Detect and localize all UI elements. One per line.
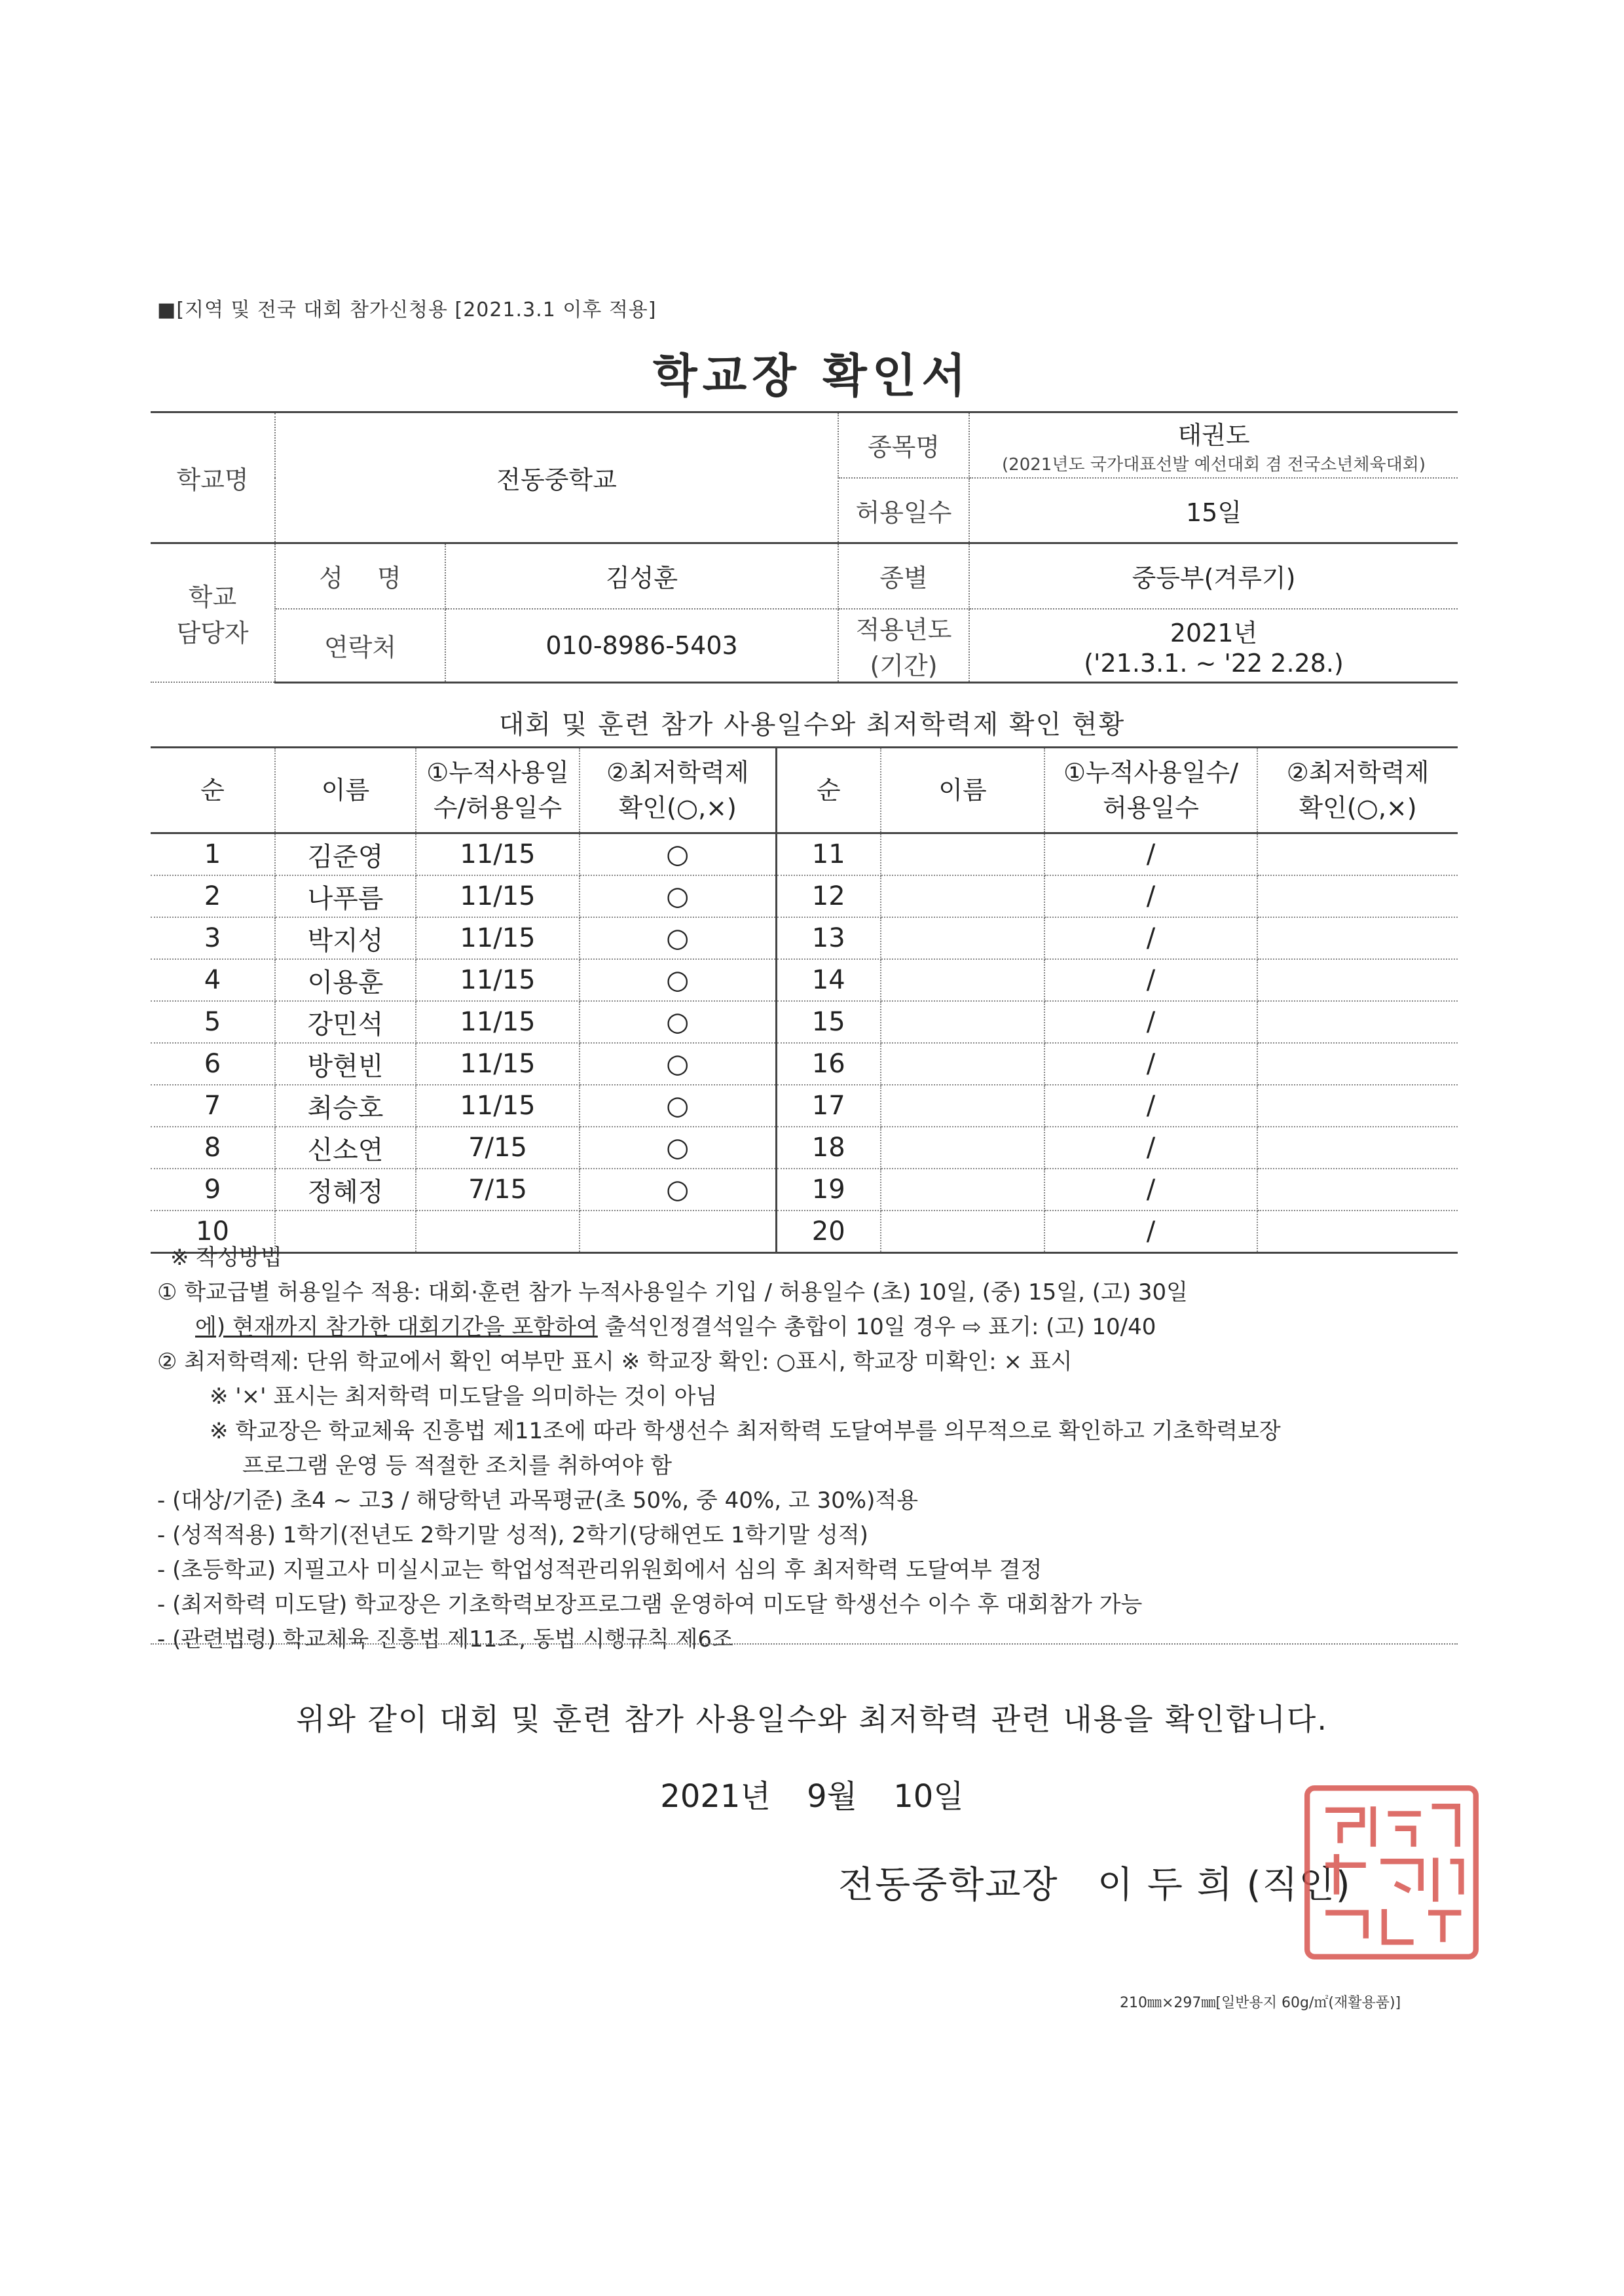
row-days2: / — [1044, 1043, 1257, 1085]
table-row — [151, 1085, 1458, 1127]
info-table — [151, 411, 1458, 683]
table-row — [151, 1127, 1458, 1169]
row-no: 3 — [151, 917, 275, 959]
row-days: 11/15 — [416, 917, 580, 959]
header-days-a: ①누적사용일 — [426, 758, 569, 787]
allowed-value: 15일 — [969, 478, 1458, 543]
row-check2 — [1257, 1169, 1458, 1211]
header-no2: 순 — [776, 748, 881, 833]
row-check: ○ — [580, 917, 776, 959]
row-name2 — [881, 833, 1044, 876]
school-label: 학교명 — [151, 412, 275, 543]
header-days — [416, 748, 580, 833]
row-days: 7/15 — [416, 1169, 580, 1211]
row-no: 6 — [151, 1043, 275, 1085]
row-name: 박지성 — [275, 917, 416, 959]
row-check: ○ — [580, 1001, 776, 1043]
staff-label — [151, 543, 275, 683]
row-name2 — [881, 917, 1044, 959]
row-no2: 17 — [776, 1085, 881, 1127]
row-days: 11/15 — [416, 1001, 580, 1043]
row-name: 신소연 — [275, 1127, 416, 1169]
allowed-label: 허용일수 — [838, 478, 969, 543]
year-value-1: 2021년 — [1170, 619, 1258, 647]
note-1: ① 학교급별 허용일수 적용: 대회·훈련 참가 누적사용일수 기입 / 허용일수 (초) 10일, (중) 15일, (고) 30일 — [157, 1279, 1188, 1305]
row-name2 — [881, 1169, 1044, 1211]
row-no2: 15 — [776, 1001, 881, 1043]
event-label: 종목명 — [838, 412, 969, 478]
row-no: 7 — [151, 1085, 275, 1127]
row-days2: / — [1044, 1085, 1257, 1127]
contact-label: 연락처 — [275, 609, 445, 683]
table-row — [151, 1169, 1458, 1211]
row-check2 — [1257, 1127, 1458, 1169]
row-check: ○ — [580, 1169, 776, 1211]
row-name2 — [881, 1043, 1044, 1085]
row-days: 7/15 — [416, 1127, 580, 1169]
row-name2 — [881, 875, 1044, 917]
row-no2: 11 — [776, 833, 881, 876]
row-days2: / — [1044, 959, 1257, 1001]
row-days2: / — [1044, 875, 1257, 917]
header-no: 순 — [151, 748, 275, 833]
year-label-1: 적용년도 — [855, 615, 952, 644]
header-days-b: 수/허용일수 — [433, 793, 563, 822]
note-d2: - (성적적용) 1학기(전년도 2학기말 성적), 2학기(당해연도 1학기말 성적) — [157, 1522, 868, 1548]
row-no: 8 — [151, 1127, 275, 1169]
row-name2 — [881, 1127, 1044, 1169]
note-4b: 프로그램 운영 등 적절한 조치를 취하여야 함 — [242, 1453, 673, 1479]
table-row — [151, 1043, 1458, 1085]
year-label — [838, 609, 969, 683]
table-row — [151, 959, 1458, 1001]
row-days2: / — [1044, 1001, 1257, 1043]
table-row — [151, 917, 1458, 959]
row-name: 정혜정 — [275, 1169, 416, 1211]
row-days: 11/15 — [416, 833, 580, 876]
row-no: 5 — [151, 1001, 275, 1043]
event-sub: (2021년도 국가대표선발 예선대회 겸 전국소년체육대회) — [1002, 454, 1426, 475]
row-check2 — [1257, 833, 1458, 876]
row-no: 10 — [151, 1211, 275, 1253]
name-label: 성 명 — [275, 543, 445, 609]
row-days2: / — [1044, 917, 1257, 959]
note-4: ※ 학교장은 학교체육 진흥법 제11조에 따라 학생선수 최저학력 도달여부를 의무적으로 확인하고 기초학력보장 — [210, 1418, 1281, 1444]
row-no2: 14 — [776, 959, 881, 1001]
row-no: 2 — [151, 875, 275, 917]
row-name: 이용훈 — [275, 959, 416, 1001]
note-2: ② 최저학력제: 단위 학교에서 확인 여부만 표시 ※ 학교장 확인: ○표시, 학교장 미확인: × 표시 — [157, 1349, 1073, 1375]
row-no2: 12 — [776, 875, 881, 917]
year-value — [969, 609, 1458, 683]
note-1b — [157, 1310, 1467, 1345]
row-check2 — [1257, 1085, 1458, 1127]
header-days2 — [1044, 748, 1257, 833]
section-title: 대회 및 훈련 참가 사용일수와 최저학력제 확인 현황 — [498, 710, 1126, 740]
row-no: 1 — [151, 833, 275, 876]
row-check: ○ — [580, 959, 776, 1001]
header-check2-a: ②최저학력제 — [1286, 758, 1430, 787]
header-name: 이름 — [275, 748, 416, 833]
table-row — [151, 833, 1458, 876]
school-seal-icon — [1300, 1781, 1483, 1964]
category-label: 종별 — [838, 543, 969, 609]
row-name: 방현빈 — [275, 1043, 416, 1085]
row-days2: / — [1044, 1169, 1257, 1211]
sign-date: 2021년 9월 10일 — [660, 1778, 964, 1815]
note-3: ※ '×' 표시는 최저학력 미도달을 의미하는 것이 아님 — [210, 1383, 718, 1410]
row-no2: 20 — [776, 1211, 881, 1253]
row-name2 — [881, 1001, 1044, 1043]
year-value-2: ('21.3.1. ~ '22 2.28.) — [1084, 649, 1344, 678]
paper-spec: 210㎜×297㎜[일반용지 60g/㎡(재활용품)] — [1120, 1995, 1401, 2011]
note-1b-underlined: 에) 현재까지 참가한 대회기간을 포함하여 — [195, 1314, 598, 1340]
row-name2 — [881, 959, 1044, 1001]
row-no: 4 — [151, 959, 275, 1001]
row-days: 11/15 — [416, 1043, 580, 1085]
divider — [151, 1643, 1458, 1645]
row-no2: 18 — [776, 1127, 881, 1169]
event-value: 태권도 — [1177, 420, 1250, 450]
table-row — [151, 875, 1458, 917]
notes-heading: ※ 작성방법 — [170, 1245, 282, 1271]
school-value: 전동중학교 — [275, 412, 838, 543]
row-check: ○ — [580, 833, 776, 876]
row-no2: 13 — [776, 917, 881, 959]
table-row — [151, 1001, 1458, 1043]
note-d4: - (최저학력 미도달) 학교장은 기초학력보장프로그램 운영하여 미도달 학생선수 이수 후 대회참가 가능 — [157, 1592, 1143, 1618]
confirm-statement: 위와 같이 대회 및 훈련 참가 사용일수와 최저학력 관련 내용을 확인합니다. — [296, 1702, 1328, 1737]
contact-value: 010-8986-5403 — [445, 609, 838, 683]
row-check2 — [1257, 1043, 1458, 1085]
staff-label-2: 담당자 — [176, 619, 249, 647]
notes-section — [157, 1241, 1467, 1657]
row-name: 김준영 — [275, 833, 416, 876]
signer-name: 전동중학교장 이 두 희 (직인) — [838, 1864, 1352, 1906]
header-check-a: ②최저학력제 — [606, 758, 749, 787]
header-days2-a: ①누적사용일수/ — [1063, 758, 1239, 787]
row-no: 9 — [151, 1169, 275, 1211]
row-name2 — [881, 1085, 1044, 1127]
row-days2: / — [1044, 1127, 1257, 1169]
row-check: ○ — [580, 1127, 776, 1169]
year-label-2: (기간) — [870, 651, 938, 680]
note-d3: - (초등학교) 지필고사 미실시교는 학업성적관리위원회에서 심의 후 최저학력 도달여부 결정 — [157, 1557, 1043, 1583]
row-no2: 16 — [776, 1043, 881, 1085]
note-d1: - (대상/기준) 초4 ~ 고3 / 해당학년 과목평균(초 50%, 중 40%, 고 30%)적용 — [157, 1487, 919, 1514]
roster-header-row — [151, 748, 1458, 833]
event-cell — [969, 412, 1458, 478]
row-days2: / — [1044, 833, 1257, 876]
staff-label-1: 학교 — [188, 583, 237, 611]
row-check: ○ — [580, 1043, 776, 1085]
row-days: 11/15 — [416, 875, 580, 917]
row-check2 — [1257, 959, 1458, 1001]
row-no2: 19 — [776, 1169, 881, 1211]
row-name: 최승호 — [275, 1085, 416, 1127]
note-d5: - (관련법령) 학교체육 진흥법 제11조, 동법 시행규칙 제6조 — [157, 1626, 733, 1652]
header-days2-b: 허용일수 — [1103, 793, 1199, 822]
category-value: 중등부(겨루기) — [969, 543, 1458, 609]
row-name: 나푸름 — [275, 875, 416, 917]
row-check2 — [1257, 1001, 1458, 1043]
row-days: 11/15 — [416, 1085, 580, 1127]
header-check — [580, 748, 776, 833]
header-check2-b: 확인(○,×) — [1299, 793, 1417, 822]
row-check2 — [1257, 917, 1458, 959]
form-tag: ■[지역 및 전국 대회 참가신청용 [2021.3.1 이후 적용] — [157, 299, 657, 321]
header-check2 — [1257, 748, 1458, 833]
roster-table — [151, 746, 1458, 1254]
header-check-b: 확인(○,×) — [618, 793, 737, 822]
row-check: ○ — [580, 875, 776, 917]
name-value: 김성훈 — [445, 543, 838, 609]
header-name2: 이름 — [881, 748, 1044, 833]
row-check2 — [1257, 875, 1458, 917]
row-check: ○ — [580, 1085, 776, 1127]
row-days2: / — [1044, 1211, 1257, 1253]
row-days: 11/15 — [416, 959, 580, 1001]
note-1b-rest: 출석인정결석일수 총합이 10일 경우 ⇨ 표기: (고) 10/40 — [597, 1314, 1156, 1340]
page-title: 학교장 확인서 — [652, 349, 972, 403]
row-name: 강민석 — [275, 1001, 416, 1043]
